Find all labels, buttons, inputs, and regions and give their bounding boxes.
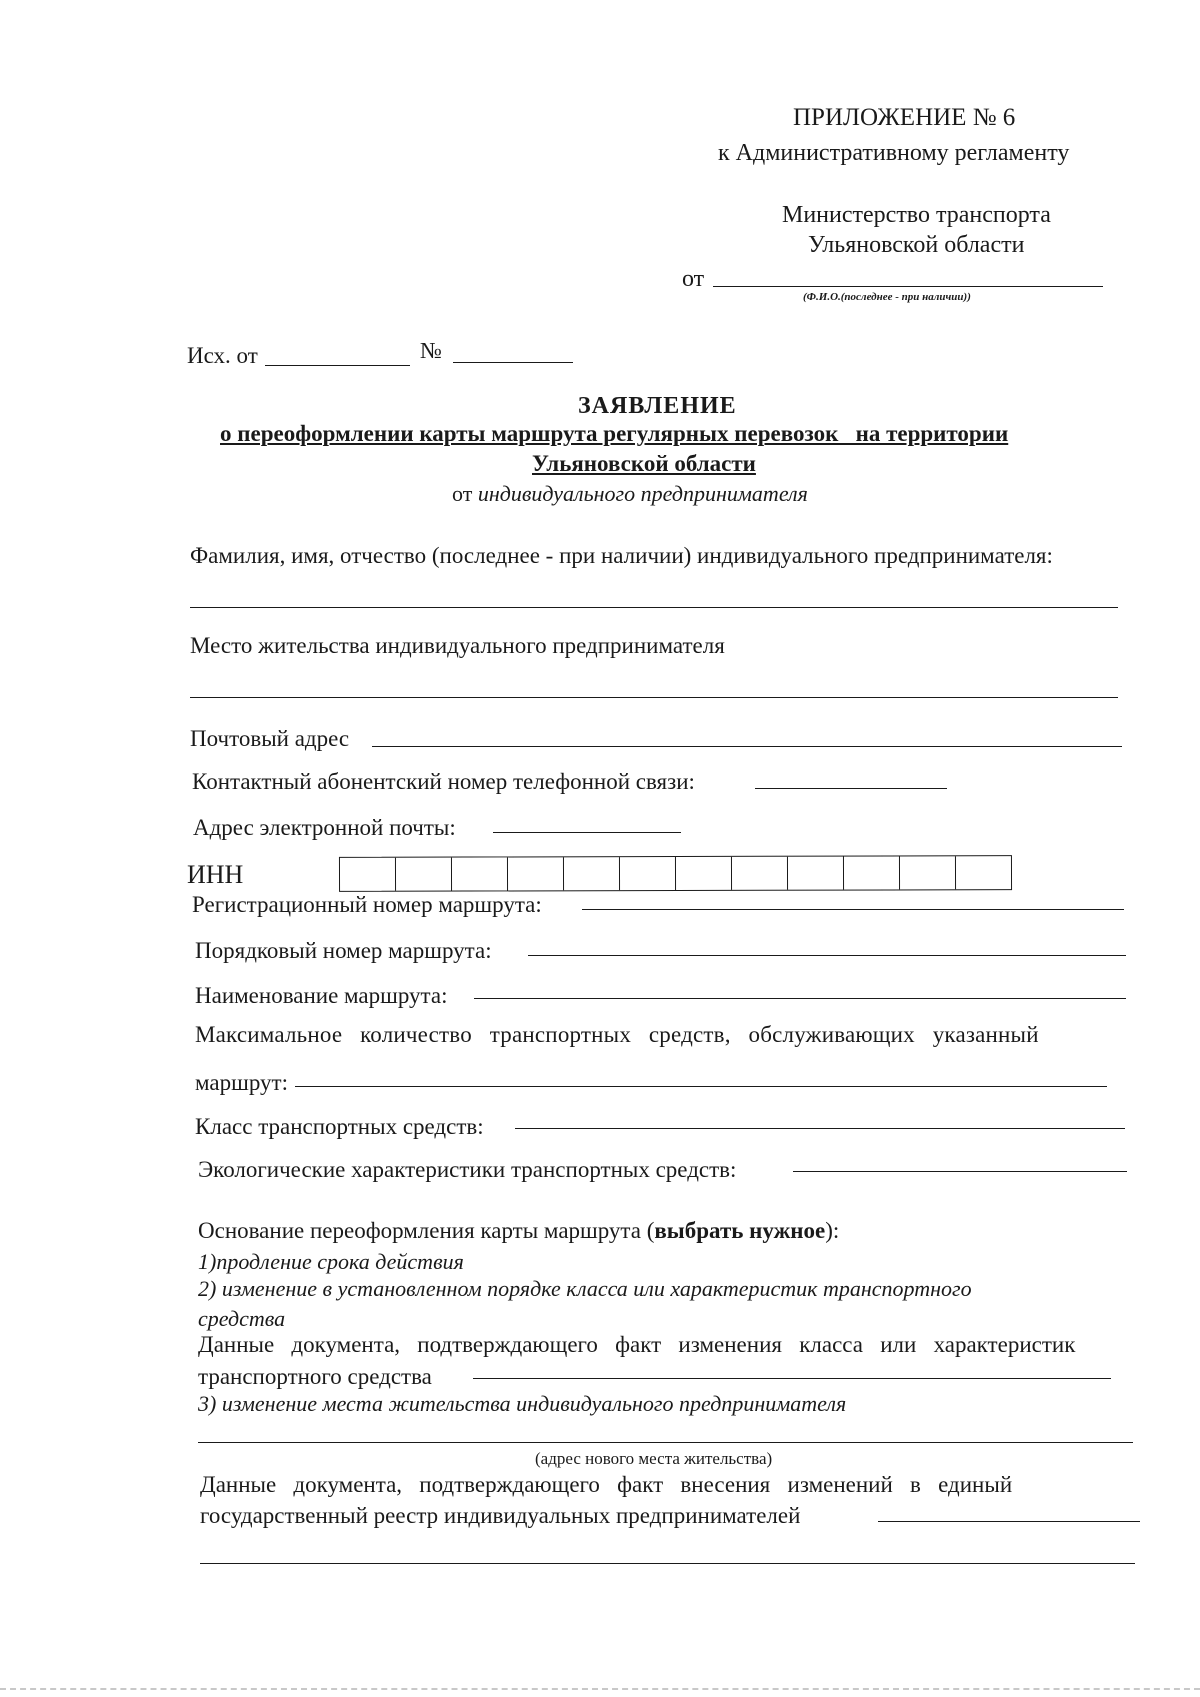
reg-number-field[interactable] bbox=[582, 909, 1124, 910]
residence-label: Место жительства индивидуального предпринимателя bbox=[190, 633, 725, 658]
egrip-doc-field-continued[interactable] bbox=[200, 1563, 1135, 1564]
eco-characteristics-field[interactable] bbox=[793, 1171, 1127, 1172]
ministry-name-line1: Министерство транспорта bbox=[782, 202, 1051, 228]
email-field[interactable] bbox=[493, 832, 681, 833]
serial-number-field[interactable] bbox=[528, 955, 1126, 956]
inn-digit-box[interactable] bbox=[452, 857, 508, 890]
outgoing-number-label: № bbox=[420, 338, 442, 363]
class-change-doc-field[interactable] bbox=[473, 1378, 1111, 1379]
inn-digit-boxes[interactable] bbox=[339, 855, 1012, 892]
route-name-field[interactable] bbox=[474, 998, 1126, 999]
from-label: от bbox=[682, 266, 705, 292]
applicant-type-entity: индивидуального предпринимателя bbox=[477, 481, 808, 506]
basis-option-3: 3) изменение места жительства индивидуального предпринимателя bbox=[198, 1391, 847, 1416]
outgoing-date-field[interactable] bbox=[265, 365, 410, 366]
applicant-type-prefix: от bbox=[452, 481, 473, 506]
document-subject-line1: о переоформлении карты маршрута регулярных перевозок на территории bbox=[220, 421, 1009, 446]
egrip-doc-field[interactable] bbox=[878, 1521, 1140, 1522]
inn-digit-box[interactable] bbox=[564, 857, 620, 890]
inn-digit-box[interactable] bbox=[956, 856, 1011, 889]
applicant-fio-field[interactable] bbox=[713, 286, 1103, 287]
egrip-doc-label-line2: государственный реестр индивидуальных предпринимателей bbox=[200, 1503, 801, 1528]
ministry-name-line2: Ульяновской области bbox=[808, 232, 1025, 258]
inn-digit-box[interactable] bbox=[620, 857, 676, 890]
inn-digit-box[interactable] bbox=[676, 857, 732, 890]
postal-address-label: Почтовый адрес bbox=[190, 726, 350, 751]
fio-hint: (Ф.И.О.(последнее - при наличии)) bbox=[803, 291, 971, 303]
fio-label: Фамилия, имя, отчество (последнее - при наличии) индивидуального предпринимателя: bbox=[190, 543, 1053, 568]
basis-intro bbox=[198, 1218, 839, 1244]
appendix-title: ПРИЛОЖЕНИЕ № 6 bbox=[793, 104, 1016, 131]
basis-intro-end: ): bbox=[825, 1218, 840, 1243]
postal-address-field[interactable] bbox=[372, 746, 1122, 747]
new-address-field[interactable] bbox=[198, 1442, 1133, 1443]
inn-digit-box[interactable] bbox=[900, 856, 956, 889]
document-subject-line2: Ульяновской области bbox=[532, 451, 756, 476]
inn-digit-box[interactable] bbox=[396, 858, 452, 891]
outgoing-date-label: Исх. от bbox=[187, 343, 258, 368]
basis-option-2-line2: средства bbox=[198, 1306, 286, 1331]
phone-field[interactable] bbox=[755, 788, 947, 789]
inn-label: ИНН bbox=[187, 860, 244, 889]
basis-option-2-line1: 2) изменение в установленном порядке класса или характеристик транспортного bbox=[198, 1276, 972, 1301]
page-edge-artifact bbox=[0, 1688, 1200, 1690]
document-title: ЗАЯВЛЕНИЕ bbox=[578, 393, 737, 419]
inn-digit-box[interactable] bbox=[788, 857, 844, 890]
egrip-doc-label-line1: Данные документа, подтверждающего факт внесения изменений в единый bbox=[200, 1472, 1013, 1497]
inn-digit-box[interactable] bbox=[844, 856, 900, 889]
eco-characteristics-label: Экологические характеристики транспортных средств: bbox=[198, 1157, 737, 1182]
route-name-label: Наименование маршрута: bbox=[195, 983, 448, 1008]
class-change-doc-label-line2: транспортного средства bbox=[198, 1364, 432, 1389]
max-vehicles-field[interactable] bbox=[295, 1086, 1107, 1087]
new-address-hint: (адрес нового места жительства) bbox=[535, 1449, 773, 1468]
inn-digit-box[interactable] bbox=[340, 858, 396, 891]
email-label: Адрес электронной почты: bbox=[193, 815, 456, 840]
reg-number-label: Регистрационный номер маршрута: bbox=[192, 892, 542, 917]
class-change-doc-label-line1: Данные документа, подтверждающего факт изменения класса или характеристик bbox=[198, 1332, 1076, 1357]
fio-field[interactable] bbox=[190, 607, 1118, 608]
outgoing-number-field[interactable] bbox=[453, 362, 573, 363]
residence-field[interactable] bbox=[190, 697, 1118, 698]
vehicle-class-label: Класс транспортных средств: bbox=[195, 1114, 484, 1139]
serial-number-label: Порядковый номер маршрута: bbox=[195, 938, 492, 963]
basis-intro-bold: выбрать нужное bbox=[654, 1218, 826, 1243]
max-vehicles-label-line1: Максимальное количество транспортных средств, обслуживающих указанный bbox=[195, 1022, 1039, 1047]
appendix-subtitle: к Административному регламенту bbox=[718, 140, 1070, 166]
basis-option-1: 1)продление срока действия bbox=[198, 1249, 464, 1274]
document-applicant-type bbox=[452, 481, 808, 507]
phone-label: Контактный абонентский номер телефонной связи: bbox=[192, 769, 695, 794]
max-vehicles-label-line2: маршрут: bbox=[195, 1070, 288, 1095]
inn-digit-box[interactable] bbox=[508, 857, 564, 890]
inn-digit-box[interactable] bbox=[732, 857, 788, 890]
vehicle-class-field[interactable] bbox=[515, 1128, 1125, 1129]
basis-intro-text: Основание переоформления карты маршрута ( bbox=[198, 1218, 655, 1243]
